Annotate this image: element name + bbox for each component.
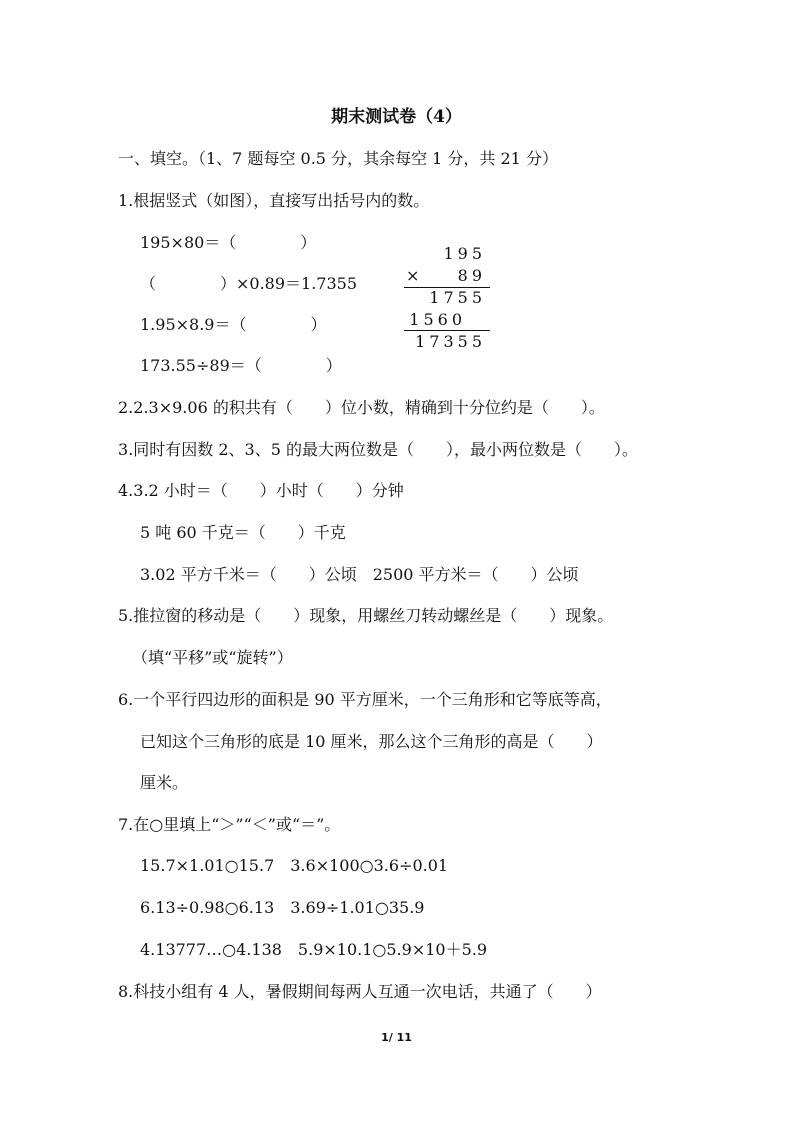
page-title: 期末测试卷（4） [331, 107, 462, 127]
question-8: 8.科技小组有 4 人，暑假期间每两人互通一次电话，共通了（ ） [118, 982, 602, 1001]
question-7-row-3: 4.13777…○4.138 5.9×10.1○5.9×10＋5.9 [140, 940, 488, 959]
question-1-item-a: 195×80＝（ ） [140, 233, 317, 252]
calc-product: 17355 [415, 332, 486, 351]
vertical-multiplication [398, 242, 490, 354]
question-1-stem: 1.根据竖式（如图），直接写出括号内的数。 [118, 191, 430, 210]
calc-multiplier: 89 [457, 266, 486, 285]
page-number: 1/ 11 [381, 1031, 412, 1044]
calc-rule-2 [404, 330, 490, 331]
calc-partial-1: 1755 [429, 288, 486, 307]
calc-multiplicand: 195 [443, 244, 486, 263]
question-1-item-b: （ ）×0.89＝1.7355 [140, 274, 358, 293]
question-3: 3.同时有因数 2、3、5 的最大两位数是（ ），最小两位数是（ ）。 [118, 440, 638, 459]
question-4-item-a: 4.3.2 小时＝（ ）小时（ ）分钟 [118, 481, 404, 500]
question-6-line-1: 6.一个平行四边形的面积是 90 平方厘米，一个三角形和它等底等高， [118, 690, 612, 709]
question-4-item-c: 3.02 平方千米＝（ ）公顷 2500 平方米＝（ ）公顷 [140, 565, 579, 584]
question-6-line-3: 厘米。 [140, 773, 189, 792]
question-5-line-2: （填“平移”或“旋转”） [132, 648, 293, 667]
question-2: 2.2.3×9.06 的积共有（ ）位小数，精确到十分位约是（ ）。 [118, 398, 605, 417]
question-6-line-2: 已知这个三角形的底是 10 厘米，那么这个三角形的高是（ ） [140, 732, 603, 751]
question-7-row-2: 6.13÷0.98○6.13 3.69÷1.01○35.9 [140, 898, 425, 917]
question-5-line-1: 5.推拉窗的移动是（ ）现象，用螺丝刀转动螺丝是（ ）现象。 [118, 606, 614, 625]
question-7-stem: 7.在○里填上“＞”“＜”或“＝”。 [118, 815, 341, 834]
question-7-row-1: 15.7×1.01○15.7 3.6×100○3.6÷0.01 [140, 856, 449, 875]
multiply-sign: × [406, 266, 420, 285]
question-4-item-b: 5 吨 60 千克＝（ ）千克 [140, 523, 346, 542]
question-1-item-d: 173.55÷89＝（ ） [140, 356, 342, 375]
section-heading: 一、填空。（1、7 题每空 0.5 分，其余每空 1 分，共 21 分） [118, 149, 558, 168]
question-1-item-c: 1.95×8.9＝（ ） [140, 315, 327, 334]
calc-partial-2: 1560 [409, 310, 466, 329]
